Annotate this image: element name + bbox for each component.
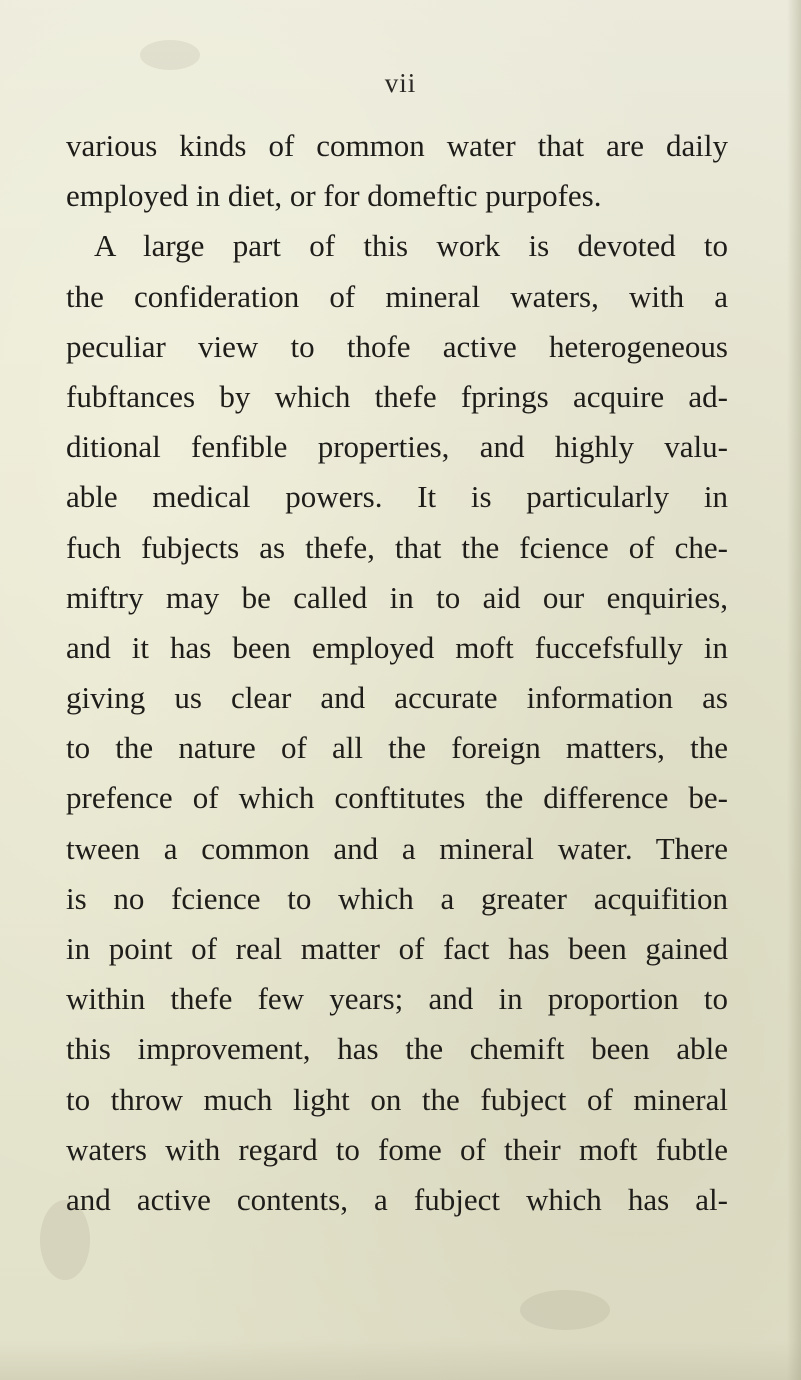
body-text (66, 121, 728, 1225)
text-line: tween a common and a mineral water. There (66, 830, 728, 866)
text-line: able medical powers. It is particularly in (66, 479, 728, 515)
text-line: to throw much light on the fubject of mineral (66, 1081, 728, 1117)
text-line: and it has been employed moft fuccefsfully in (66, 629, 728, 665)
text-line: prefence of which conftitutes the difference be- (66, 780, 728, 816)
text-line: various kinds of common water that are daily (66, 128, 728, 163)
text-line: this improvement, has the chemift been able (66, 1031, 728, 1067)
text-line: fuch fubjects as thefe, that the fcience of che- (66, 529, 728, 565)
text-line: peculiar view to thofe active heterogeneous (66, 328, 728, 364)
text-line: A large part of this work is devoted to (94, 228, 728, 264)
paper-stain (520, 1290, 610, 1330)
text-line: ditional fenfible properties, and highly valu- (66, 429, 728, 465)
text-line: in point of real matter of fact has been gained (66, 931, 728, 966)
text-line: the confideration of mineral waters, with a (66, 278, 728, 314)
page-number: vii (384, 68, 417, 98)
page-edge-shadow (787, 0, 801, 1380)
text-line: is no fcience to which a greater acquifition (66, 880, 728, 916)
text-line: miftry may be called in to aid our enquiries, (66, 579, 728, 615)
text-line: to the nature of all the foreign matters, the (66, 730, 728, 766)
text-line: within thefe few years; and in proportion to (66, 981, 728, 1017)
text-line: and active contents, a fubject which has al- (66, 1181, 728, 1217)
text-line: employed in diet, or for domeftic purpofes. (66, 178, 602, 214)
text-line: giving us clear and accurate information as (66, 680, 728, 716)
paper-stain (140, 40, 200, 70)
text-line: fubftances by which thefe fprings acquire ad- (66, 378, 728, 414)
page-bottom-shadow (0, 1340, 801, 1380)
text-line: waters with regard to fome of their moft fubtle (66, 1131, 728, 1167)
